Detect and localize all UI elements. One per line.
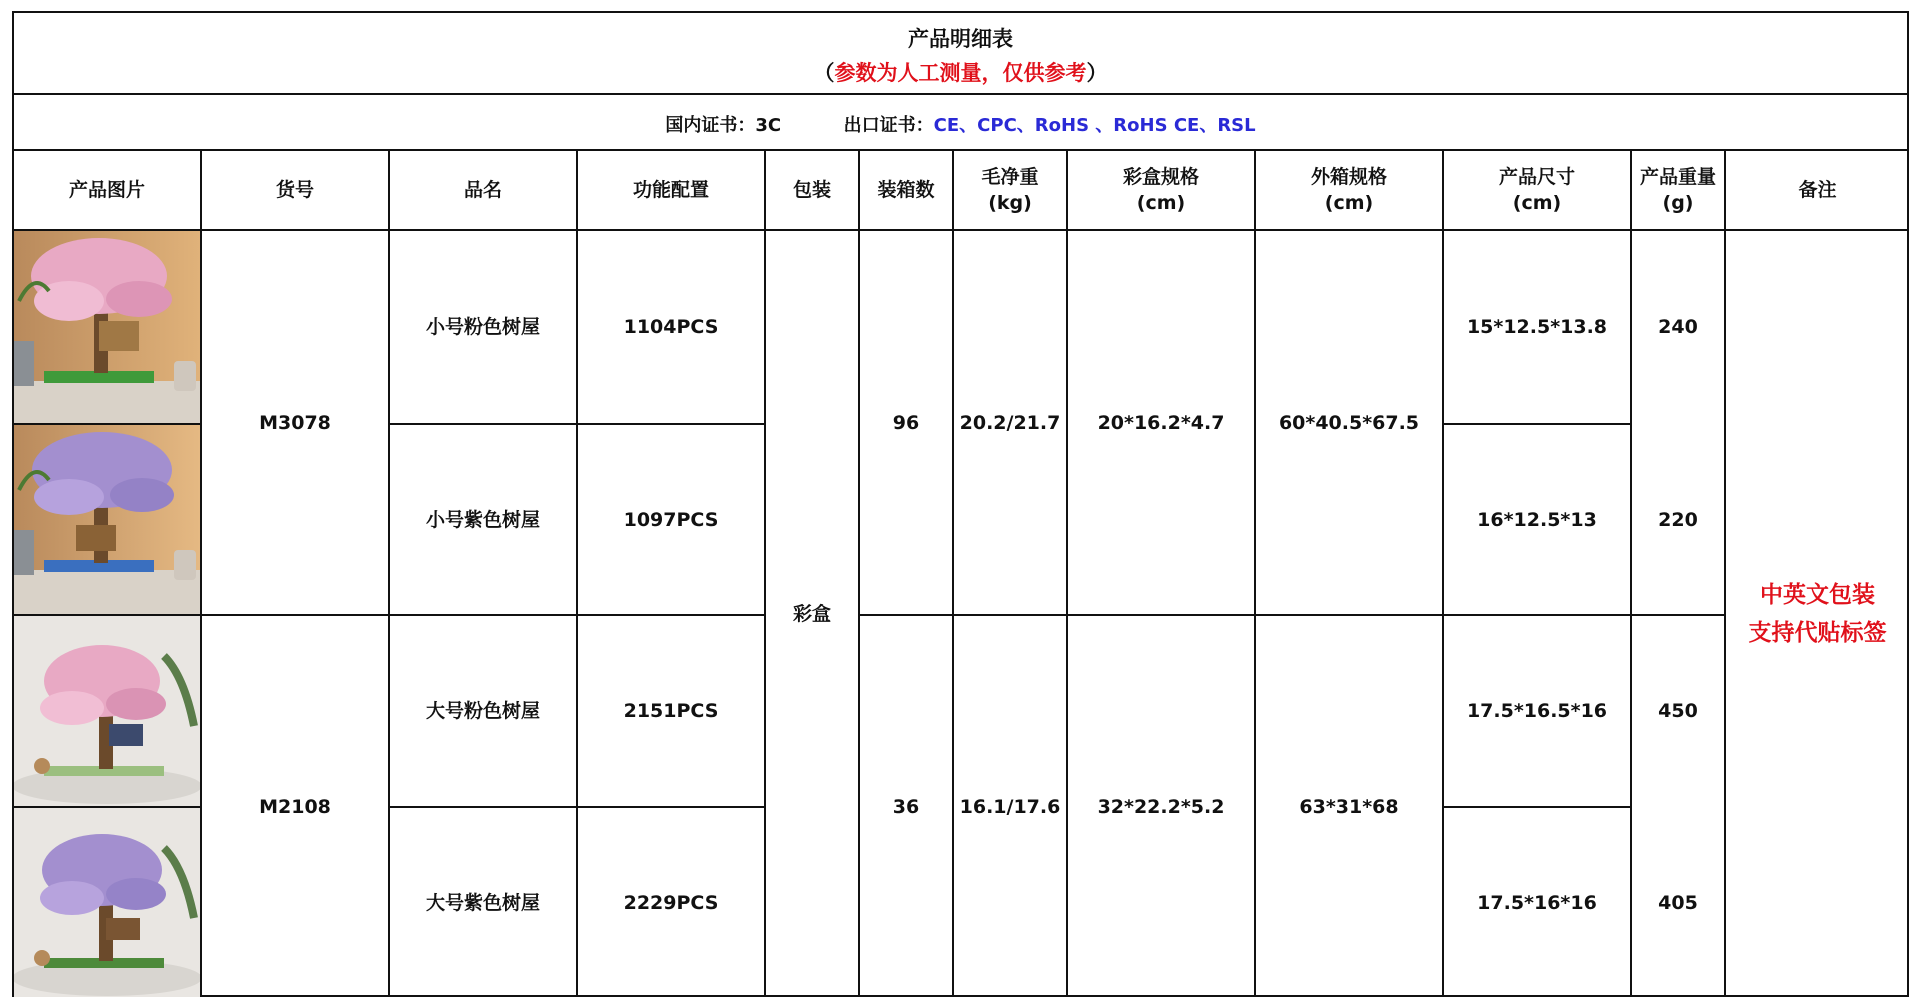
item-no-cell: M3078 bbox=[259, 411, 331, 434]
config-cell: 1097PCS bbox=[623, 508, 719, 531]
header-item-no: 货号 bbox=[275, 179, 314, 201]
header-pweight-unit: (g) bbox=[1662, 192, 1694, 214]
weight-cell: 16.1/17.6 bbox=[959, 795, 1061, 818]
sheet-subtitle bbox=[14, 57, 1907, 87]
header-config: 功能配置 bbox=[632, 179, 709, 201]
weight-cell: 20.2/21.7 bbox=[959, 411, 1061, 434]
header-product-size bbox=[1444, 151, 1630, 229]
header-carton-size bbox=[1256, 151, 1442, 229]
pink-treehouse-large-icon bbox=[14, 616, 200, 806]
header-carton-qty: 装箱数 bbox=[877, 179, 935, 201]
item-no-cell: M2108 bbox=[259, 795, 331, 818]
header-box-label: 彩盒规格 bbox=[1122, 166, 1199, 188]
subtitle-open-paren: （ bbox=[813, 61, 835, 85]
header-remark: 备注 bbox=[1798, 179, 1837, 201]
header-carton-label: 外箱规格 bbox=[1310, 166, 1387, 188]
carton-qty-cell: 36 bbox=[892, 795, 920, 818]
purple-treehouse-icon bbox=[14, 425, 200, 614]
pink-treehouse-icon bbox=[14, 231, 200, 423]
product-photo-pink-large bbox=[14, 616, 200, 806]
product-weight-cell: 240 bbox=[1658, 316, 1698, 338]
remark-line-2: 支持代贴标签 bbox=[1748, 620, 1887, 646]
product-name-cell: 大号粉色树屋 bbox=[425, 700, 540, 722]
domestic-cert-value: 3C bbox=[755, 115, 782, 136]
header-weight-unit: (kg) bbox=[988, 192, 1032, 214]
certificate-line bbox=[14, 111, 1907, 137]
header-pweight-label: 产品重量 bbox=[1639, 166, 1716, 188]
config-cell: 2151PCS bbox=[623, 700, 719, 722]
header-carton-unit: (cm) bbox=[1324, 192, 1374, 214]
product-detail-sheet bbox=[12, 11, 1909, 997]
remark-cell bbox=[1726, 231, 1909, 997]
packing-cell: 彩盒 bbox=[792, 603, 831, 625]
product-weight-cell: 220 bbox=[1658, 508, 1698, 531]
header-weight-label: 毛净重 bbox=[981, 166, 1039, 188]
certificate-row bbox=[14, 95, 1907, 151]
product-weight-cell: 405 bbox=[1658, 891, 1698, 914]
product-name-cell: 小号紫色树屋 bbox=[425, 508, 540, 531]
config-cell: 1104PCS bbox=[623, 316, 719, 338]
header-size-unit: (cm) bbox=[1512, 192, 1562, 214]
product-name-cell: 小号粉色树屋 bbox=[425, 316, 540, 338]
product-photo-pink-small bbox=[14, 231, 200, 423]
header-weight bbox=[954, 151, 1066, 229]
header-box-unit: (cm) bbox=[1136, 192, 1186, 214]
header-packing: 包装 bbox=[792, 179, 831, 201]
product-name-cell: 大号紫色树屋 bbox=[425, 891, 540, 914]
box-size-cell: 20*16.2*4.7 bbox=[1097, 411, 1225, 434]
header-product-weight bbox=[1632, 151, 1724, 229]
header-name: 品名 bbox=[463, 179, 502, 201]
header-box-size bbox=[1068, 151, 1254, 229]
carton-size-cell: 63*31*68 bbox=[1299, 795, 1399, 818]
config-cell: 2229PCS bbox=[623, 891, 719, 914]
export-cert-label: 出口证书： bbox=[843, 115, 934, 136]
carton-qty-cell: 96 bbox=[892, 411, 920, 434]
product-size-cell: 17.5*16*16 bbox=[1477, 891, 1597, 914]
product-size-cell: 15*12.5*13.8 bbox=[1466, 316, 1608, 338]
header-size-label: 产品尺寸 bbox=[1498, 166, 1575, 188]
title-row bbox=[14, 13, 1907, 95]
product-weight-cell: 450 bbox=[1658, 700, 1698, 722]
carton-size-cell: 60*40.5*67.5 bbox=[1278, 411, 1420, 434]
subtitle-close-paren: ） bbox=[1086, 61, 1108, 85]
remark-line-1: 中英文包装 bbox=[1760, 582, 1875, 608]
box-size-cell: 32*22.2*5.2 bbox=[1097, 795, 1225, 818]
product-photo-purple-large bbox=[14, 808, 200, 997]
purple-treehouse-large-icon bbox=[14, 808, 200, 997]
export-cert-value: CE、CPC、RoHS 、RoHS CE、RSL bbox=[933, 115, 1256, 136]
subtitle-note: 参数为人工测量，仅供参考 bbox=[834, 61, 1087, 85]
product-size-cell: 17.5*16.5*16 bbox=[1466, 700, 1608, 722]
product-size-cell: 16*12.5*13 bbox=[1477, 508, 1597, 531]
sheet-title: 产品明细表 bbox=[908, 27, 1013, 51]
domestic-cert-label: 国内证书： bbox=[665, 115, 756, 136]
product-photo-purple-small bbox=[14, 425, 200, 614]
header-image: 产品图片 bbox=[68, 179, 145, 201]
